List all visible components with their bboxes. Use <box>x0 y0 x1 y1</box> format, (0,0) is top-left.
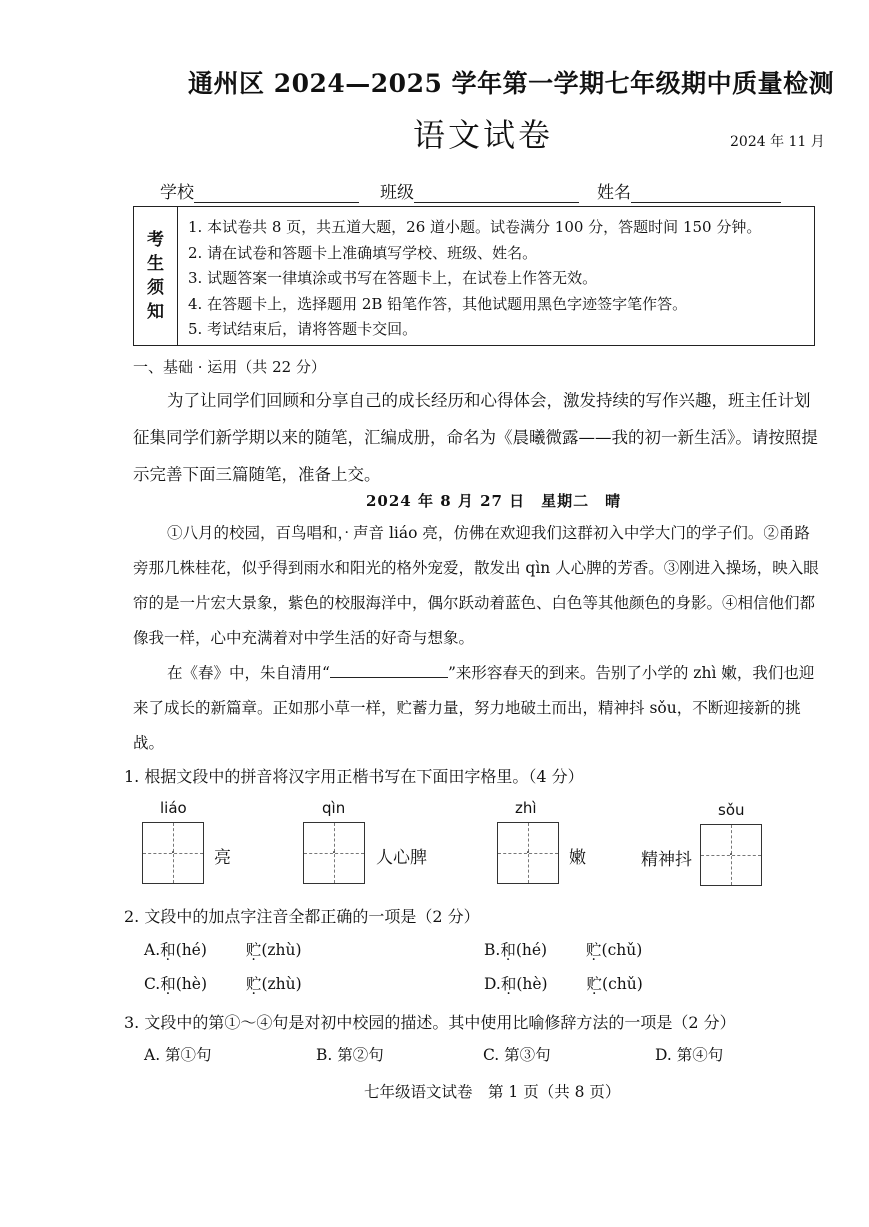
dotted-char: 和 <box>160 941 176 959</box>
option-pinyin: (chǔ) <box>602 975 643 993</box>
exam-date: 2024 年 11 月 <box>730 134 825 150</box>
notice-item: 5. 考试结束后，请将答题卡交回。 <box>188 320 418 338</box>
name-field[interactable] <box>597 178 781 203</box>
school-field[interactable] <box>160 178 359 203</box>
option-pinyin: (hé) <box>175 941 207 959</box>
q2-option-c[interactable] <box>144 972 302 994</box>
name-blank[interactable] <box>631 186 781 203</box>
q3-option-c[interactable]: C. 第③句 <box>483 1046 551 1064</box>
section-intro <box>133 382 823 493</box>
notice-item: 2. 请在试卷和答题卡上准确填写学校、班级、姓名。 <box>188 243 538 262</box>
dotted-char: 和 <box>160 975 176 993</box>
word-suffix: 亮 <box>214 848 231 868</box>
notice-list <box>188 215 761 343</box>
school-label: 学校 <box>160 183 194 203</box>
option-pinyin: (zhù) <box>261 975 302 993</box>
intro-paragraph: 为了让同学们回顾和分享自己的成长经历和心得体会，激发持续的写作兴趣，班主任计划征集同学们新学期以来的随笔，汇编成册，命名为《晨曦微露——我的初一新生活》。请按照提示完善下面三篇随笔，准备上交。 <box>133 391 818 484</box>
tianzige-box-2[interactable]: · <box>303 822 365 884</box>
class-label: 班级 <box>380 183 414 203</box>
dotted-char: 贮 <box>245 941 262 959</box>
diary-text: ”来形容春天的到来。告别了小学的 zhì 嫩，我们也迎来了成长的新篇章。正如那小草一样， <box>133 664 815 717</box>
dotted-char: 和 <box>500 975 517 993</box>
tianzige-box-1[interactable]: · <box>142 822 204 884</box>
notice-item: 1. 本试卷共 8 页，共五道大题，26 道小题。试卷满分 100 分，答题时间 150 分钟。 <box>188 218 762 236</box>
option-pinyin: (hè) <box>175 975 207 993</box>
quote-blank[interactable] <box>330 663 448 678</box>
diary-text: ①八月的校园，百鸟唱 <box>167 524 323 542</box>
section-heading: 一、基础 · 运用（共 22 分） <box>133 358 326 376</box>
notice-label-char: 知 <box>147 302 164 322</box>
notice-item: 3. 试题答案一律填涂或书写在答题卡上，在试卷上作答无效。 <box>188 269 598 287</box>
dotted-char: 贮 <box>586 975 603 993</box>
question-2: 2. 文段中的加点字注音全都正确的一项是（2 分） <box>124 907 480 926</box>
notice-label <box>134 207 178 345</box>
notice-label-char: 生 <box>147 254 164 274</box>
option-pinyin: (hè) <box>516 975 548 993</box>
q2-option-a[interactable] <box>144 938 302 960</box>
option-pinyin: (hé) <box>515 941 548 959</box>
word-prefix: 精神抖 <box>641 850 692 870</box>
q3-option-a[interactable]: A. 第①句 <box>144 1046 212 1064</box>
dotted-char-zhu: 贮 · <box>397 699 413 717</box>
option-letter: A. <box>144 941 161 959</box>
diary-heading: 2024 年 8 月 27 日 星期二 晴 <box>366 492 622 510</box>
diary-paragraph-2 <box>133 656 823 761</box>
question-3: 3. 文段中的第①～④句是对初中校园的描述。其中使用比喻修辞方法的一项是（2 分） <box>124 1013 736 1032</box>
pinyin-label: qìn <box>322 799 346 817</box>
diary-text: 蓄力量，努力地破土而出，精神抖 sǒu，不断迎接新的挑战。 <box>133 699 801 752</box>
dotted-char: 贮 <box>586 941 602 959</box>
word-suffix: 嫩 <box>569 848 586 868</box>
q3-option-b[interactable]: B. 第②句 <box>316 1046 384 1064</box>
school-blank[interactable] <box>194 186 359 203</box>
word-suffix: 人心脾 <box>376 848 427 868</box>
dotted-char: 和 <box>500 941 516 959</box>
pinyin-label: sǒu <box>718 801 745 819</box>
option-pinyin: (zhù) <box>261 941 302 959</box>
option-pinyin: (chǔ) <box>601 941 643 959</box>
pinyin-label: liáo <box>160 799 187 817</box>
tianzige-box-4[interactable]: · <box>700 824 762 886</box>
q2-option-d[interactable] <box>484 972 643 994</box>
diary-body <box>133 516 823 761</box>
tianzige-box-3[interactable]: · <box>497 822 559 884</box>
diary-paragraph-1 <box>133 516 823 656</box>
notice-label-char: 须 <box>147 278 164 298</box>
notice-label-char: 考 <box>147 230 164 250</box>
dotted-char-he: 和 · <box>322 524 338 542</box>
q2-option-b[interactable] <box>484 938 642 960</box>
notice-box <box>133 206 815 346</box>
class-blank[interactable] <box>414 186 579 203</box>
dotted-char: 贮 <box>245 975 262 993</box>
question-1: 1. 根据文段中的拼音将汉字用正楷书写在下面田字格里。（4 分） <box>124 767 584 786</box>
exam-title: 通州区 2024—2025 学年第一学期七年级期中质量检测 <box>188 69 835 98</box>
page-footer: 七年级语文试卷 第 1 页（共 8 页） <box>364 1083 621 1101</box>
name-label: 姓名 <box>597 183 631 203</box>
notice-item: 4. 在答题卡上，选择题用 2B 铅笔作答，其他试题用黑色字迹签字笔作答。 <box>188 294 688 313</box>
diary-text: ，声音 liáo 亮，仿佛在欢迎我们这群初入中学大门的学子们。②甬路旁那几株桂花，似乎得到雨水和阳光的格外宠爱，散发出 qìn 人心脾的芳香。③刚进入操场，映入眼帘的是一片宏大景象，紫色的校服海洋中，偶尔跃动着蓝色、白色等其他颜色的身影。④相信他们都像我一样，心中充满着对中学生活的好奇与想象。 <box>133 524 819 647</box>
option-letter: C. <box>144 975 161 993</box>
diary-text: 在《春》中，朱自清用“ <box>167 664 330 682</box>
option-letter: D. <box>484 975 501 993</box>
q3-option-d[interactable]: D. 第④句 <box>655 1046 724 1064</box>
option-letter: B. <box>484 941 501 959</box>
class-field[interactable] <box>380 178 579 203</box>
exam-subtitle: 语文试卷 <box>413 116 554 154</box>
pinyin-label: zhì <box>515 799 537 817</box>
